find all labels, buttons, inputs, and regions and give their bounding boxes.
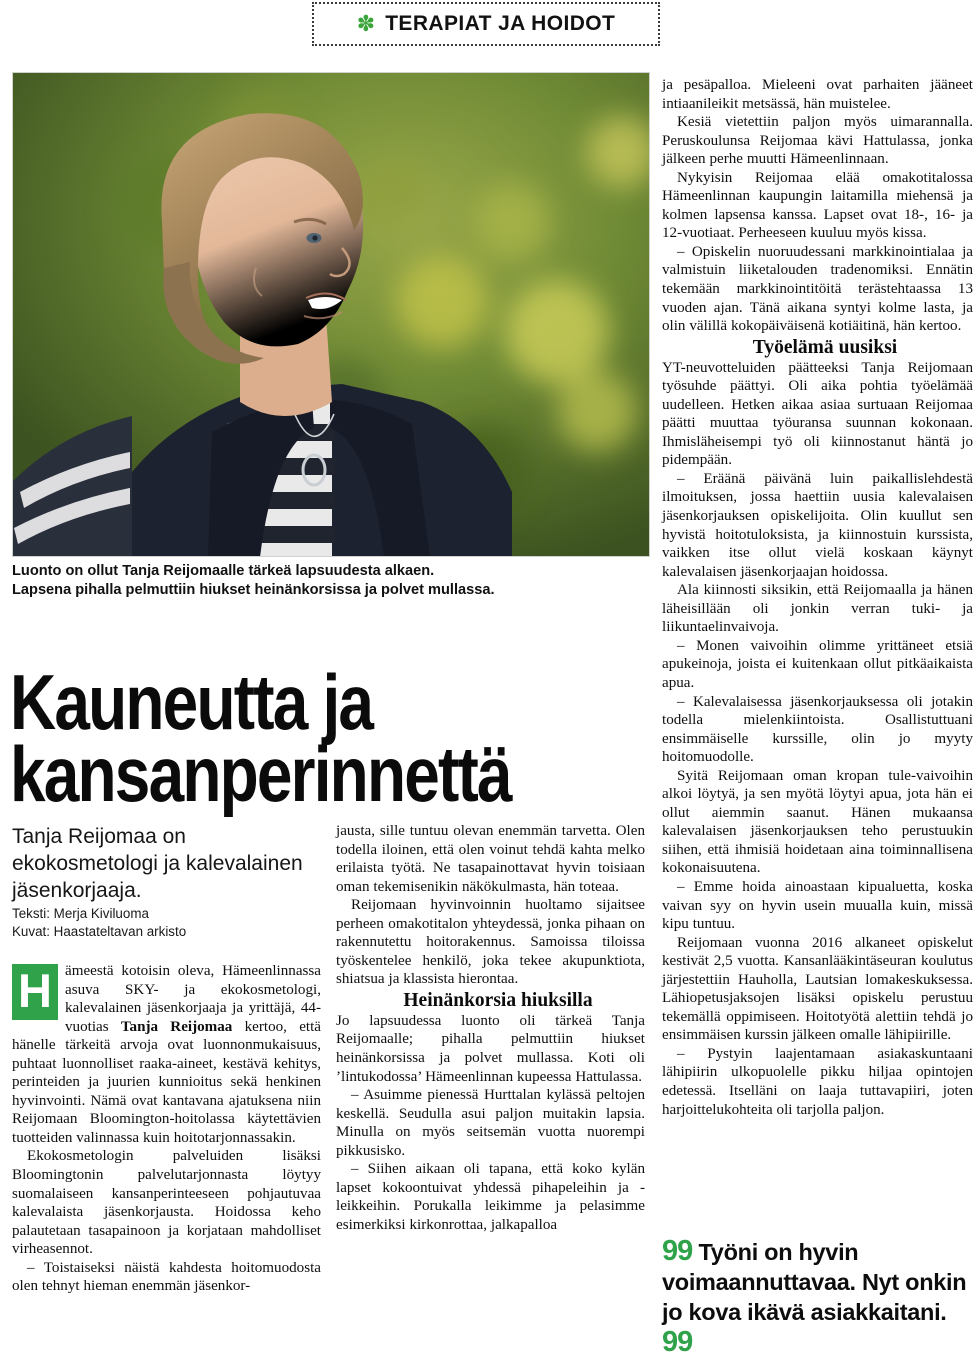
paragraph-text: ämeestä kotoisin oleva, Hämeenlinnassa asuva SKY- ja ekokosmetologi, kalevalainen jäsenkorjaaja ja yrittäjä, 44-vuotias (65, 963, 321, 1035)
body-column-3 (662, 76, 973, 1119)
subheading: Heinänkorsia hiuksilla (403, 989, 593, 1011)
section-kicker (312, 2, 660, 46)
headline-line-1: Kauneutta ja (10, 658, 373, 747)
byline-photo-credit: Kuvat: Haastateltavan arkisto (12, 923, 187, 939)
photo-caption (12, 562, 652, 599)
paragraph: – Asuimme pienessä Hurttalan kylässä peltojen keskellä. Seudulla asui paljon muitakin lapsia. Minulla on myös seitsemän vuotta nuorempi pikkusisko. (336, 1087, 645, 1159)
photo-caption-line1: Luonto on ollut Tanja Reijomaalle tärkeä lapsuudesta alkaen. (12, 563, 435, 579)
paragraph: jausta, sille tuntuu olevan enemmän tarvetta. Olen todella iloinen, että olen voinut tehdä kahta melko erilaista työtä. Ne tasapainottavat hyvin toisiaan oman tekemisenikin näkökulmasta, hän toteaa. (336, 823, 645, 895)
standfirst: Tanja Reijomaa on ekokosmetologi ja kalevalainen jäsenkorjaaja. (12, 825, 303, 902)
pull-quote-text: Työni on hyvin voimaannuttavaa. Nyt onkin jo kova ikävä asiakkaitani. (662, 1239, 967, 1325)
byline-text-credit: Teksti: Merja Kiviluoma (12, 906, 149, 921)
paragraph: – Toistaiseksi näistä kahdesta hoitomuodosta olen tehnyt hieman enemmän jäsenkor- (12, 1259, 321, 1295)
paragraph-text: kertoo, että hänelle tärkeitä arvoja ovat luonnonmukaisuus, puhtaat luonnolliset raaka-aineet, kestävä kehitys, perinteiden ja juurien kunnioitus sekä henkinen hyvinvointi. Nämä ovat kantavana ajatuksena niin Reijomaan Bloomington-hoitolassa käytettävien tuotteiden valinnassa kuin hoitotarjonnassakin. (12, 1018, 321, 1146)
drop-cap: H (12, 964, 58, 1020)
paragraph: – Monen vaivoihin olimme yrittäneet etsiä apukeinoja, joista ei kuitenkaan ollut pitkäaikaista apua. (662, 637, 973, 691)
quote-close-icon: 99 (662, 1326, 693, 1358)
paragraph: Syitä Reijomaan oman kropan tule-vaivoihin alkoi löytyä, ja sen myötä löytyi apua, jota hän ei ollut aiemmin saanut. Hänen mukaansa kalevalaisen jäsenkorjauksen teho perustuukin siihen, että ihmisiä hoidetaan aina toiminnallisena kokonaisuutena. (662, 767, 973, 877)
paragraph: – Opiskelin nuoruudessani markkinointialaa ja valmistuin liiketalouden tradenomiksi. Ennätin tekemään markkinointitöitä terästehtaassa 13 vuoden ajan. Tänä aikana syntyi kolme lasta, ja olin välillä kokopäiväisenä kotiäitinä, hän kertoo. (662, 243, 973, 335)
photo-illustration (12, 72, 650, 557)
paragraph: – Emme hoida ainoastaan kipualuetta, koska vaivan syy on hyvin usein muualla kuin, missä kipu tuntuu. (662, 878, 973, 933)
body-column-1 (12, 962, 321, 1296)
paragraph: – Kalevalaisessa jäsenkorjauksessa oli jotakin todella mielenkiintoista. Osallistuttuani ensimmäiselle kurssille, olin jo myyty hoitomuodolle. (662, 693, 973, 766)
paragraph: – Siihen aikaan oli tapana, että koko kylän lapset kokoontuivat yhdessä pihapeleihin ja -leikkeihin. Porukalla leikimme ja pelasimme esimerkiksi kirkonrottaa, jalkapalloa (336, 1161, 645, 1233)
paragraph: Reijomaan hyvinvoinnin huoltamo sijaitsee perheen omakotitalon yhteydessä, jonka pihaan on rakennutettu hoitorakennus. Samoissa tiloissa työskentelee henkilö, joka tekee akupunktiota, shiatsua ja klassista hierontaa. (336, 897, 645, 988)
article-photo (12, 72, 650, 557)
person-name: Tanja Reijomaa (120, 1018, 233, 1035)
paragraph: Reijomaan vuonna 2016 alkaneet opiskelut kestivät 2,5 vuotta. Kansanlääkintäseuran koulutus järjestettiin Hauholla, Lautsian lomakeskuksessa. Lähiopetusjaksojen lisäksi opiskelu perustuu tekemällä oppimiseen. Hoitotyötä alettiin tehdä jo ensimmäisen kurssin jälkeen omalle lähipiirille. (662, 934, 973, 1044)
paragraph: – Eräänä päivänä luin paikallislehdestä ilmoituksen, jossa haettiin uusia kalevalaisen jäsenkorjauksen opiskelijoita. Olin kuullut sen hyvistä hoitotuloksista, ja kiinnostuin kurssista, vaikken itse ollut vielä koskaan käynyt kalevalaisen jäsenkorjaajan hoidossa. (662, 470, 973, 580)
paragraph: Ekokosmetologin palveluiden lisäksi Bloomingtonin palvelutarjonnasta löytyy suomalaiseen kansanperinteeseen pohjautuvaa kalevalaista jäsenkorjausta. Hoidossa keho palautetaan tasapainoon ja korjataan mahdolliset virheasennot. (12, 1148, 321, 1258)
page-title (10, 658, 543, 819)
paragraph: Nykyisin Reijomaa elää omakotitalossa Hämeenlinnan kaupungin laitamilla miehensä ja kolmen lapsensa kanssa. Lapset ovat 18-, 16- ja 12-vuotiaat. Perheeseen kuuluu myös kissa. (662, 169, 973, 242)
photo-caption-line2: Lapsena pihalla pelmuttiin hiukset heinänkorsissa ja polvet mullassa. (12, 581, 495, 598)
asterisk-icon: ✽ (356, 12, 376, 37)
paragraph: ja pesäpalloa. Mieleeni ovat parhaiten jääneet intiaanileikit metsässä, hän muistelee. (662, 77, 973, 112)
body-column-2 (336, 822, 645, 1234)
paragraph: – Pystyin laajentamaan asiakaskuntaani lähipiirin ulkopuolelle pikku hiljaa opintojen edetessä. Itselläni on laaja tuttavapiiri, joten harjoittelukohteita oli tarjolla paljon. (662, 1045, 973, 1118)
paragraph: Kesiä vietettiin paljon myös uimarannalla. Peruskoulunsa Reijomaa kävi Hattulassa, jonka jälkeen perhe muutti Hämeenlinnaan. (662, 114, 973, 168)
headline-line-2: kansanperinnettä (10, 730, 511, 819)
paragraph (12, 962, 321, 1147)
quote-open-icon: 99 (662, 1235, 693, 1267)
paragraph: YT-neuvotteluiden päätteeksi Tanja Reijomaan työsuhde päättyi. Oli aika pohtia työelämää uudelleen. Hetken aikaa asiaa surtuaan Reijomaa päätti muuttaa työuransa suunnan kokonaan. Ihmisläheisempi työ oli kiinnostanut häntä jo pidempään. (662, 359, 973, 469)
section-kicker-label: TERAPIAT JA HOIDOT (385, 12, 616, 35)
byline (12, 905, 322, 940)
pull-quote (662, 1236, 974, 1358)
paragraph: Jo lapsuudessa luonto oli tärkeä Tanja Reijomaalle; pihalla pelmuttiin hiukset heinänkorsissa ja polvet mullassa. Koti oli ’lintukodossa’ Hämeenlinnan kupeessa Hattulassa. (336, 1012, 645, 1085)
subheading: Työelämä uusiksi (752, 336, 898, 358)
paragraph: Ala kiinnosti siksikin, että Reijomaalla ja hänen läheisillään oli jonkin verran tuki- ja liikuntaelinvaivoja. (662, 582, 973, 636)
